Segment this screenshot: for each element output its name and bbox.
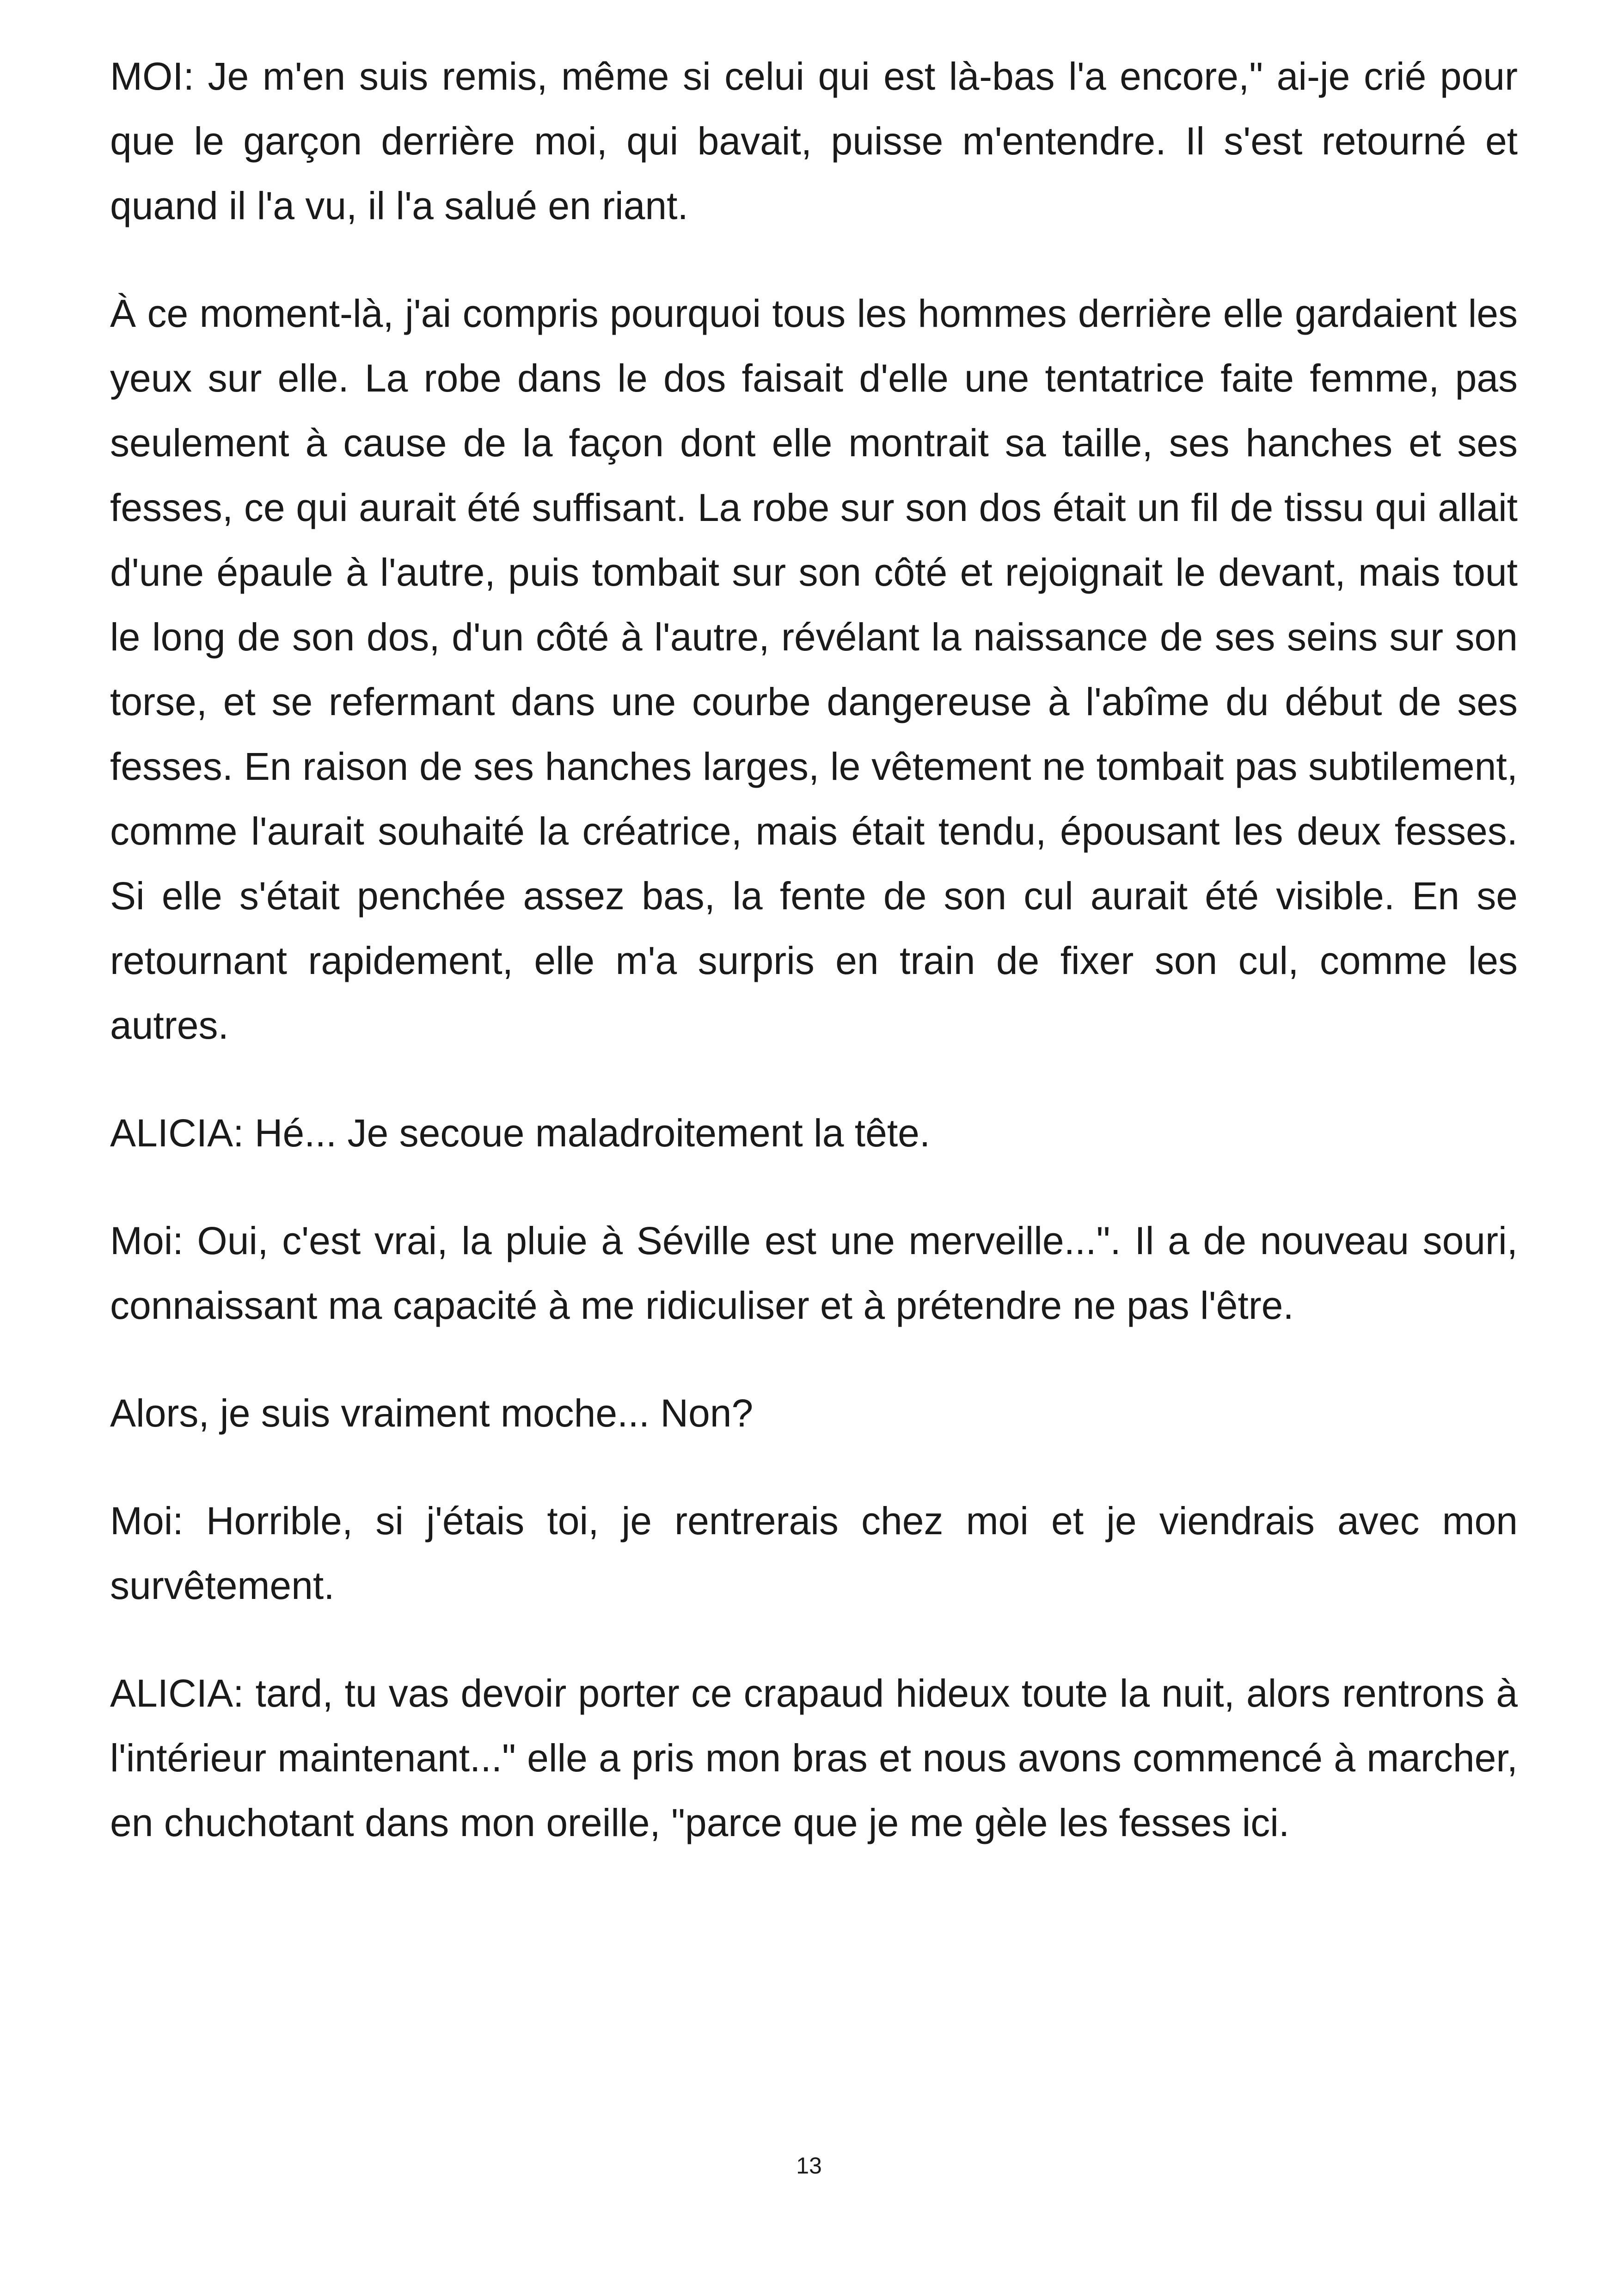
page-body	[110, 44, 1518, 1898]
paragraph: MOI: Je m'en suis remis, même si celui qui est là-bas l'a encore," ai-je crié pour que le garçon derrière moi, qui bavait, puisse m'entendre. Il s'est retourné et quand il l'a vu, il l'a salué en riant.	[110, 55, 1518, 227]
paragraph: À ce moment-là, j'ai compris pourquoi tous les hommes derrière elle gardaient les yeux sur elle. La robe dans le dos faisait d'elle une tentatrice faite femme, pas seulement à cause de la façon dont elle montrait sa taille, ses hanches et ses fesses, ce qui aurait été suffisant. La robe sur son dos était un fil de tissu qui allait d'une épaule à l'autre, puis tombait sur son côté et rejoignait le devant, mais tout le long de son dos, d'un côté à l'autre, révélant la naissance de ses seins sur son torse, et se refermant dans une courbe dangereuse à l'abîme du début de ses fesses. En raison de ses hanches larges, le vêtement ne tombait pas subtilement, comme l'aurait souhaité la créatrice, mais était tendu, épousant les deux fesses. Si elle s'était penchée assez bas, la fente de son cul aurait été visible. En se retournant rapidement, elle m'a surpris en train de fixer son cul, comme les autres.	[110, 292, 1518, 1047]
paragraph: ALICIA: tard, tu vas devoir porter ce crapaud hideux toute la nuit, alors rentrons à l'intérieur maintenant..." elle a pris mon bras et nous avons commencé à marcher, en chuchotant dans mon oreille, "parce que je me gèle les fesses ici.	[110, 1671, 1518, 1844]
paragraph: Moi: Oui, c'est vrai, la pluie à Séville est une merveille...". Il a de nouveau souri, connaissant ma capacité à me ridiculiser et à prétendre ne pas l'être.	[110, 1219, 1518, 1327]
page-number: 13	[796, 2153, 822, 2179]
paragraph: Moi: Horrible, si j'étais toi, je rentrerais chez moi et je viendrais avec mon survêtement.	[110, 1499, 1518, 1607]
paragraph: Alors, je suis vraiment moche... Non?	[110, 1391, 754, 1435]
paragraph: ALICIA: Hé... Je secoue maladroitement la tête.	[110, 1111, 931, 1155]
